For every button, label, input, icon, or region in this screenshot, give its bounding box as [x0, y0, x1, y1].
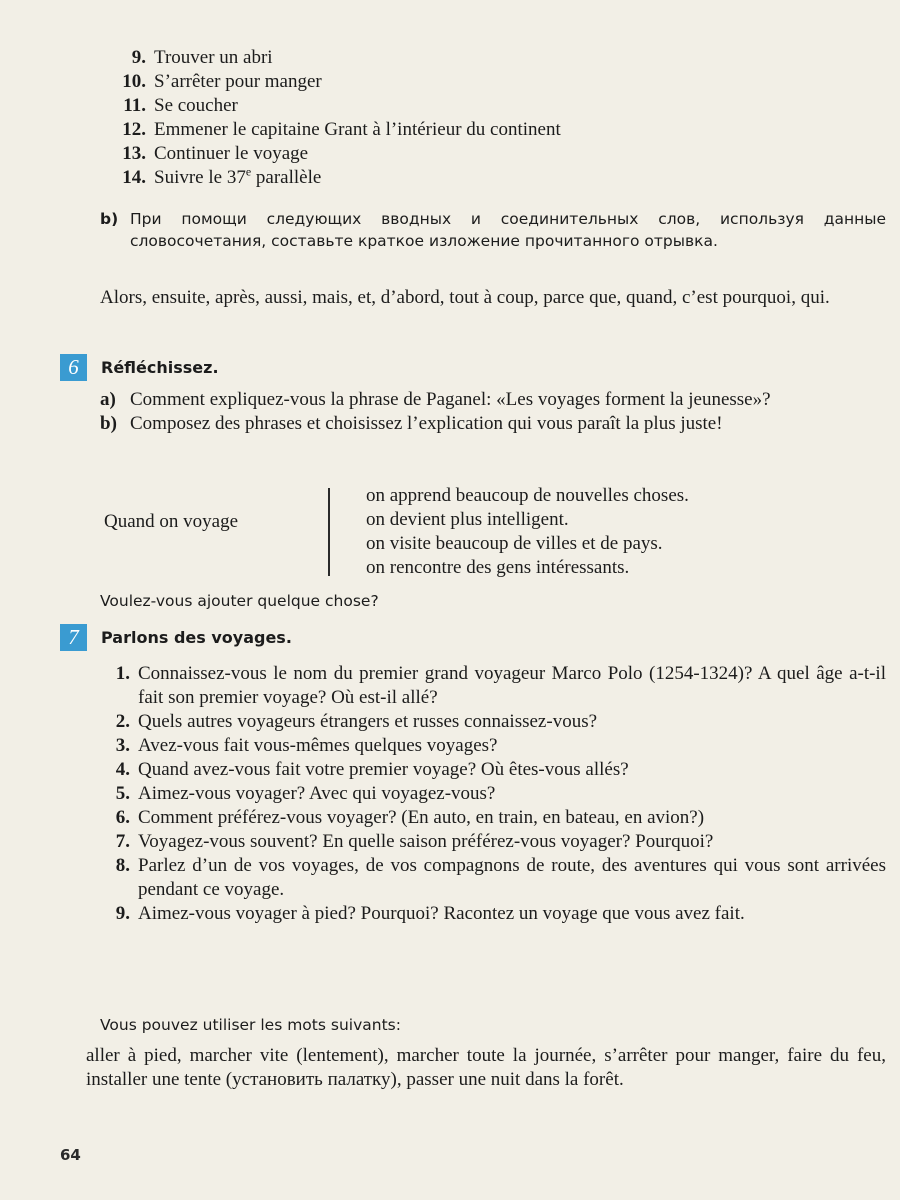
- task-a: a) Comment expliquez-vous la phrase de Paganel: «Les voyages forment la jeunesse»?: [100, 389, 771, 410]
- list-item: 10. S’arrêter pour manger: [122, 71, 322, 92]
- sentence-stem: Quand on voyage: [104, 511, 239, 532]
- task-b-instruction: b) При помощи следующих вводных и соединительных слов, используя данные словосочетания, составьте краткое изложение прочитанного отрывка.: [100, 210, 886, 250]
- option-item: on rencontre des gens intéressants.: [366, 557, 630, 578]
- list-item: 9. Trouver un abri: [131, 47, 273, 68]
- option-item: on visite beaucoup de villes et de pays.: [366, 533, 663, 554]
- sentence-builder: [100, 484, 820, 580]
- followup-question: Voulez-vous ajouter quelque chose?: [100, 592, 379, 610]
- exercise-6-tasks: [100, 388, 886, 436]
- exercise-6-header: [60, 354, 219, 381]
- exercise-number-badge: 6: [60, 354, 87, 381]
- question-list: [100, 662, 886, 926]
- action-list: [100, 46, 890, 190]
- page-number: 64: [60, 1146, 81, 1164]
- exercise-title: Parlons des voyages.: [101, 628, 292, 647]
- useful-words: aller à pied, marcher vite (lentement), marcher toute la journée, s’arrêter pour manger, faire du feu, installer une tente (установить палатку), passer une nuit dans la forêt.: [86, 1045, 886, 1090]
- option-item: on devient plus intelligent.: [366, 509, 569, 530]
- list-item: 2. Quels autres voyageurs étrangers et russes connaissez-vous?: [115, 711, 598, 732]
- sentence-options: [366, 484, 689, 580]
- list-item: 6. Comment préférez-vous voyager? (En auto, en train, en bateau, en avion?): [115, 807, 705, 828]
- exercise-title: Réfléchissez.: [101, 358, 219, 377]
- list-item: 13. Continuer le voyage: [122, 143, 309, 164]
- list-item: 12. Emmener le capitaine Grant à l’intérieur du continent: [122, 119, 561, 140]
- task-b: b) Composez des phrases et choisissez l’explication qui vous paraît la plus juste!: [100, 413, 723, 434]
- list-item: 7. Voyagez-vous souvent? En quelle saison préférez-vous voyager? Pourquoi?: [115, 831, 714, 852]
- list-item: 1. Connaissez-vous le nom du premier grand voyageur Marco Polo (1254-1324)? A quel âge a-t-il fait son premier voyage? Où est-il allé?: [115, 663, 886, 708]
- list-item: 4. Quand avez-vous fait votre premier voyage? Où êtes-vous allés?: [115, 759, 629, 780]
- list-item: 14. Suivre le 37e parallèle: [122, 164, 322, 188]
- exercise-number-badge: 7: [60, 624, 87, 651]
- option-item: on apprend beaucoup de nouvelles choses.: [366, 485, 689, 506]
- connector-words: Alors, ensuite, après, aussi, mais, et, d’abord, tout à coup, parce que, quand, c’est pourquoi, qui.: [100, 287, 830, 308]
- list-item: 3. Avez-vous fait vous-mêmes quelques voyages?: [115, 735, 498, 756]
- list-item: 8. Parlez d’un de vos voyages, de vos compagnons de route, des aventures qui vous sont arrivées pendant ce voyage.: [115, 855, 886, 900]
- exercise-7-header: [60, 624, 292, 651]
- words-heading: Vous pouvez utiliser les mots suivants:: [100, 1016, 401, 1034]
- divider-bar: [328, 488, 330, 576]
- list-item: 11. Se coucher: [123, 95, 238, 116]
- list-item: 9. Aimez-vous voyager à pied? Pourquoi? Racontez un voyage que vous avez fait.: [115, 903, 745, 924]
- list-item: 5. Aimez-vous voyager? Avec qui voyagez-vous?: [115, 783, 496, 804]
